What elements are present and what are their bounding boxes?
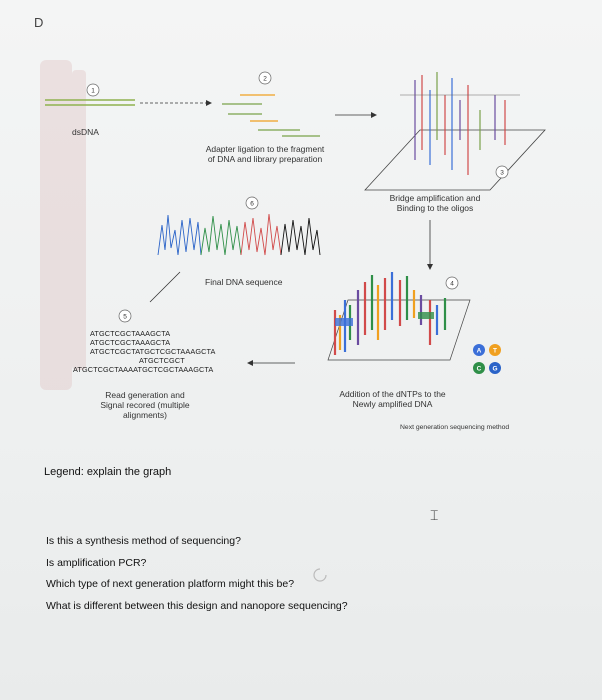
badge-g: G	[492, 365, 498, 373]
loading-spinner-icon	[312, 567, 328, 583]
label-ngs-method: Next generation sequencing method	[400, 424, 510, 431]
chromatogram	[158, 214, 320, 255]
text-cursor-icon: ⌶	[430, 508, 439, 524]
label-dsdna: dsDNA	[72, 127, 99, 137]
legend-prompt: Legend: explain the graph	[44, 466, 172, 478]
bridge-strands	[400, 72, 520, 175]
question-1: Is this a synthesis method of sequencing?	[46, 535, 241, 547]
sequence-line: ATGCTCGCTATGCTCGCTAAAGCTA	[90, 347, 216, 356]
step-3-number: 3	[500, 169, 504, 177]
step-5-number: 5	[123, 313, 127, 321]
question-2: Is amplification PCR?	[46, 556, 147, 569]
sequence-alignments	[73, 329, 238, 374]
label-dntp-addition: Addition of the dNTPs to the Newly amplified DNA	[339, 389, 446, 409]
badge-c: C	[476, 365, 482, 373]
badge-a: A	[476, 347, 482, 355]
arrow-6-5	[150, 272, 180, 302]
label-bridge-amplification: Bridge amplification and Binding to the oligos	[389, 193, 481, 213]
adapter-fragments	[222, 95, 320, 136]
step-4-number: 4	[450, 280, 454, 288]
question-4: What is different between this design and nanopore sequencing?	[46, 599, 348, 612]
corner-letter: D	[34, 15, 44, 30]
step-1-number: 1	[91, 87, 95, 95]
step-2-number: 2	[263, 75, 267, 83]
label-adapter-ligation: Adapter ligation to the fragment of DNA and library preparation	[205, 144, 325, 164]
sequence-line: ATGCTCGCT	[139, 356, 185, 365]
sequence-line: ATGCTCGCTAAAGCTA	[90, 329, 171, 338]
label-final-dna-sequence: Final DNA sequence	[205, 277, 283, 287]
flow-cell-bridge	[365, 130, 545, 190]
question-3: Which type of next generation platform might this be?	[46, 578, 295, 590]
sequence-line: ATGCTCGCTAAAGCTA	[90, 338, 171, 347]
sequence-line: ATGCTCGCTAAAATGCTCGCTAAAGCTA	[73, 365, 214, 374]
label-read-generation: Read generation and Signal recored (multiple alignments)	[100, 390, 190, 420]
badge-t: T	[493, 347, 497, 355]
step-6-number: 6	[250, 200, 254, 208]
questions-list	[46, 531, 348, 617]
